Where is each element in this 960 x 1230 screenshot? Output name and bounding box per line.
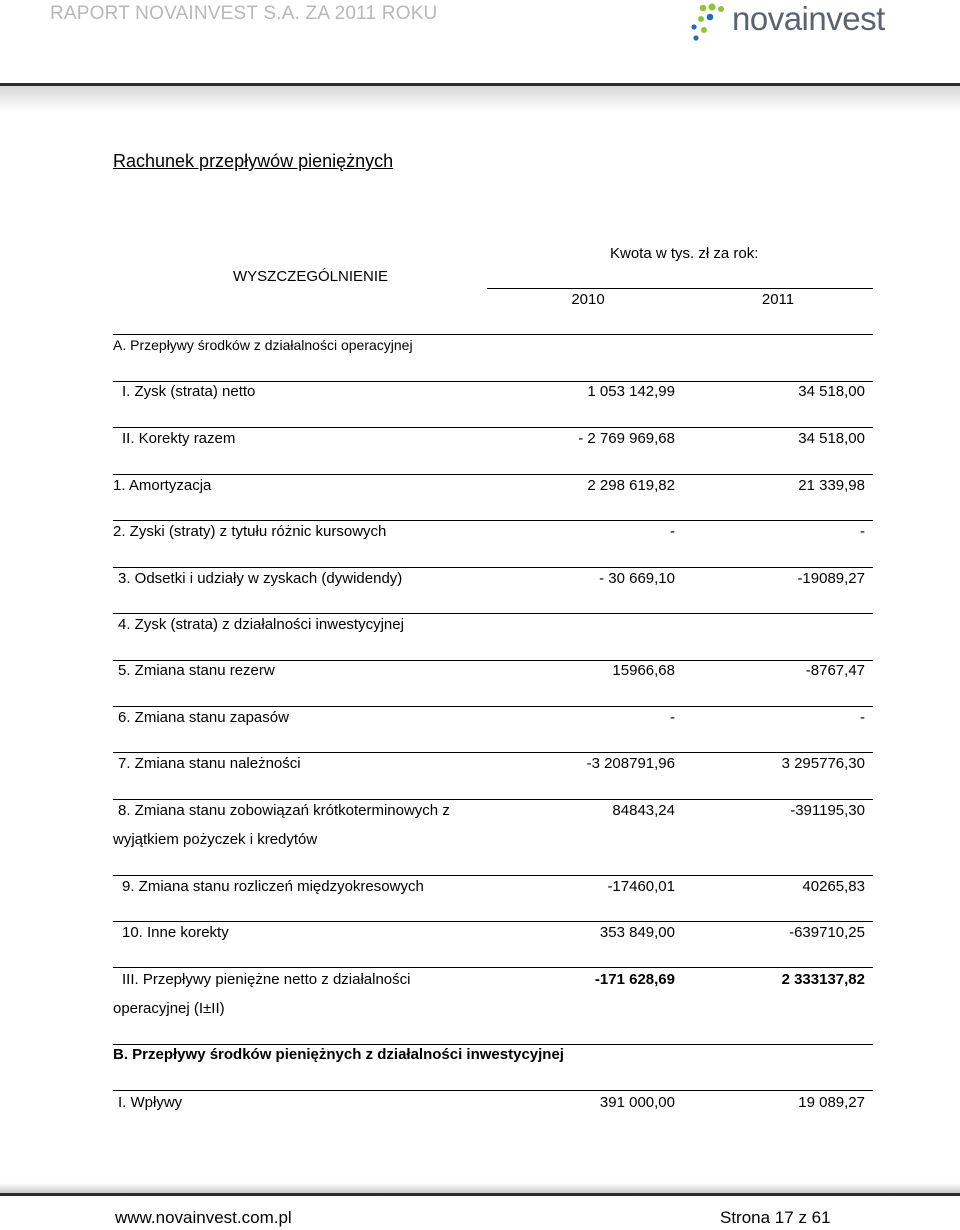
total-value-2010: -171 628,69 (594, 971, 675, 988)
header-rule (487, 288, 873, 289)
table-rule (113, 1090, 873, 1091)
table-rule (113, 799, 873, 800)
year-2011-header: 2011 (761, 291, 795, 308)
page-title: Rachunek przepływów pieniężnych (113, 151, 394, 171)
row-label: 9. Zmiana stanu rozliczeń międzyokresowych (122, 878, 424, 895)
table-rule (113, 1044, 873, 1045)
table-rule (113, 660, 873, 661)
row-label: II. Korekty razem (122, 430, 236, 447)
value-2011: 19 089,27 (798, 1094, 865, 1111)
value-2011: -19089,27 (797, 570, 865, 587)
value-2010: - 30 669,10 (599, 570, 675, 587)
row-label: 1. Amortyzacja (113, 477, 212, 494)
value-2011: - (860, 523, 865, 540)
value-2011: 3 295776,30 (781, 755, 865, 772)
table-rule (113, 427, 873, 428)
header-shadow (0, 86, 960, 111)
report-header-title: RAPORT NOVAINVEST S.A. ZA 2011 ROKU (50, 3, 438, 24)
table-rule (113, 474, 873, 475)
table-rule (113, 334, 873, 335)
row-label: 8. Zmiana stanu zobowiązań krótkoterminowych z (118, 802, 450, 819)
dots-logo-icon (690, 2, 732, 42)
table-rule (113, 613, 873, 614)
footer-page-number: Strona 17 z 61 (720, 1208, 831, 1227)
row-label: 3. Odsetki i udziały w zyskach (dywidendy) (118, 570, 403, 587)
row-label: III. Przepływy pieniężne netto z działalności (122, 971, 411, 988)
value-2010: 15966,68 (612, 662, 675, 679)
label-column-header: WYSZCZEGÓLNIENIE (233, 268, 389, 285)
row-label: 2. Zyski (straty) z tytułu różnic kursowych (113, 523, 387, 540)
row-label: 10. Inne korekty (122, 924, 229, 941)
value-2011: -639710,25 (789, 924, 865, 941)
row-label: I. Zysk (strata) netto (122, 383, 256, 400)
row-label: I. Wpływy (118, 1094, 183, 1111)
row-label: 4. Zysk (strata) z działalności inwestycyjnej (118, 616, 404, 633)
section-b-heading: B. Przepływy środków pieniężnych z działalności inwestycyjnej (113, 1046, 564, 1063)
footer-shadow (0, 1183, 960, 1193)
footer-website[interactable]: www.novainvest.com.pl (115, 1208, 292, 1227)
value-2011: 40265,83 (802, 878, 865, 895)
value-2011: - (860, 709, 865, 726)
value-2010: 84843,24 (612, 802, 675, 819)
footer-divider (0, 1193, 960, 1196)
table-rule (113, 967, 873, 968)
row-label-continued: wyjątkiem pożyczek i kredytów (113, 831, 318, 848)
amount-column-header: Kwota w tys. zł za rok: (610, 245, 759, 262)
table-rule (113, 381, 873, 382)
year-2010-header: 2010 (571, 291, 605, 308)
value-2010: 391 000,00 (599, 1094, 675, 1111)
row-label: 7. Zmiana stanu należności (118, 755, 301, 772)
value-2010: - 2 769 969,68 (578, 430, 675, 447)
value-2011: -8767,47 (805, 662, 865, 679)
row-label: 5. Zmiana stanu rezerw (118, 662, 275, 679)
row-label-continued: operacyjnej (I±II) (113, 1000, 225, 1017)
value-2011: 34 518,00 (798, 383, 865, 400)
value-2011: 34 518,00 (798, 430, 865, 447)
value-2010: 1 053 142,99 (587, 383, 675, 400)
value-2010: -17460,01 (607, 878, 675, 895)
value-2011: 21 339,98 (798, 477, 865, 494)
value-2011: -391195,30 (790, 802, 865, 819)
total-value-2011: 2 333137,82 (781, 971, 865, 988)
table-rule (113, 567, 873, 568)
table-rule (113, 520, 873, 521)
value-2010: 353 849,00 (599, 924, 675, 941)
value-2010: - (670, 709, 675, 726)
table-rule (113, 752, 873, 753)
row-label: 6. Zmiana stanu zapasów (118, 709, 289, 726)
company-logo (690, 2, 950, 42)
table-rule (113, 706, 873, 707)
table-rule (113, 921, 873, 922)
section-a-heading: A. Przepływy środków z działalności operacyjnej (113, 337, 413, 353)
logo-wordmark: novainvest (732, 0, 885, 37)
value-2010: - (670, 523, 675, 540)
value-2010: 2 298 619,82 (587, 477, 675, 494)
value-2010: -3 208791,96 (586, 755, 675, 772)
table-rule (113, 875, 873, 876)
